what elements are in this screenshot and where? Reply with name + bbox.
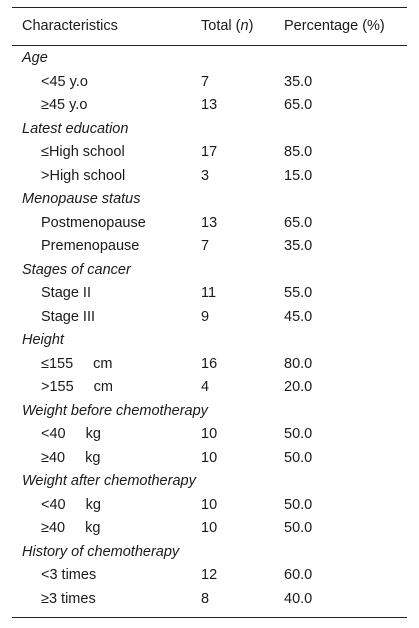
group-label: Age <box>22 50 48 66</box>
group-label: History of chemotherapy <box>22 543 180 560</box>
table-row <box>12 282 407 304</box>
row-total: 13 <box>201 214 218 231</box>
table-top-rule <box>12 7 407 8</box>
table-row <box>12 588 407 610</box>
group-label: Weight before chemotherapy <box>22 402 208 419</box>
row-characteristic <box>41 564 96 586</box>
row-characteristic <box>41 165 125 187</box>
row-label: <40 <box>41 426 66 442</box>
row-total: 11 <box>201 285 217 301</box>
row-percentage: 20.0 <box>284 379 313 395</box>
row-label: ≥40 <box>41 520 66 536</box>
row-characteristic <box>41 94 87 116</box>
row-total: 7 <box>201 238 210 254</box>
row-total: 17 <box>201 144 218 160</box>
row-percentage: 85.0 <box>284 144 313 160</box>
header-total <box>201 15 253 37</box>
row-characteristic <box>41 212 146 234</box>
table-row <box>12 71 407 93</box>
row-unit: kg <box>85 520 101 536</box>
row-label: ≥40 <box>41 449 66 466</box>
row-characteristic <box>41 376 113 398</box>
row-percentage: 50.0 <box>284 426 313 442</box>
row-label: Stage III <box>41 308 96 325</box>
group-header-row <box>12 47 407 69</box>
row-unit: kg <box>85 496 101 513</box>
table-row <box>12 212 407 234</box>
table-row <box>12 165 407 187</box>
row-unit: cm <box>93 379 114 395</box>
row-label: ≥3 times <box>41 590 96 607</box>
header-percentage: Percentage (%) <box>284 18 385 34</box>
table-row <box>12 94 407 116</box>
group-label: Latest education <box>22 120 129 137</box>
row-total: 10 <box>201 496 218 513</box>
row-characteristic <box>41 141 125 163</box>
row-characteristic <box>41 282 91 304</box>
row-label: ≤155 <box>41 355 74 372</box>
row-total: 13 <box>201 97 218 113</box>
header-total-suffix: ) <box>248 18 254 34</box>
table-row <box>12 235 407 257</box>
row-label: ≤High school <box>41 144 125 160</box>
group-header-row <box>12 259 407 281</box>
row-label: >155 <box>41 379 74 395</box>
table-row <box>12 306 407 328</box>
group-header-row <box>12 329 407 351</box>
row-total: 4 <box>201 379 210 395</box>
row-characteristic <box>41 235 139 257</box>
row-unit: kg <box>85 449 101 466</box>
row-total: 7 <box>201 73 210 90</box>
table-row <box>12 376 407 398</box>
row-percentage: 80.0 <box>284 355 313 372</box>
header-total-n: n <box>240 18 249 34</box>
table-row <box>12 564 407 586</box>
row-percentage: 50.0 <box>284 496 313 513</box>
group-label: Height <box>22 332 64 348</box>
group-header-row <box>12 118 407 140</box>
row-percentage: 60.0 <box>284 567 313 583</box>
row-label: Premenopause <box>41 238 140 254</box>
row-characteristic <box>41 353 113 375</box>
row-label: Postmenopause <box>41 214 146 231</box>
row-percentage: 55.0 <box>284 285 313 301</box>
row-percentage: 35.0 <box>284 238 313 254</box>
row-characteristic <box>41 517 100 539</box>
row-characteristic <box>41 306 95 328</box>
row-total: 10 <box>201 426 218 442</box>
group-label: Weight after chemotherapy <box>22 473 196 489</box>
group-header-row <box>12 188 407 210</box>
group-header-row <box>12 470 407 492</box>
row-total: 16 <box>201 355 218 372</box>
row-label: <3 times <box>41 567 97 583</box>
table-row <box>12 423 407 445</box>
row-unit: cm <box>93 355 113 372</box>
row-label: Stage II <box>41 285 91 301</box>
table-header-row <box>12 15 407 37</box>
table-row <box>12 141 407 163</box>
table-row <box>12 447 407 469</box>
table-row <box>12 494 407 516</box>
group-header-row <box>12 400 407 422</box>
row-characteristic <box>41 494 101 516</box>
group-label: Stages of cancer <box>22 261 131 278</box>
row-characteristic <box>41 588 96 610</box>
row-percentage: 15.0 <box>284 167 313 184</box>
row-characteristic <box>41 71 88 93</box>
header-characteristics: Characteristics <box>22 18 118 34</box>
row-total: 10 <box>201 520 218 536</box>
table-row <box>12 517 407 539</box>
row-label: <40 <box>41 496 66 513</box>
group-header-row <box>12 541 407 563</box>
row-percentage: 50.0 <box>284 449 313 466</box>
row-percentage: 40.0 <box>284 590 313 607</box>
row-percentage: 65.0 <box>284 214 313 231</box>
row-label: >High school <box>41 167 126 184</box>
row-percentage: 65.0 <box>284 97 313 113</box>
table-row <box>12 353 407 375</box>
row-unit: kg <box>85 426 101 442</box>
row-percentage: 50.0 <box>284 520 313 536</box>
row-total: 10 <box>201 449 218 466</box>
row-total: 9 <box>201 308 210 325</box>
table-bottom-rule <box>12 617 407 618</box>
group-label: Menopause status <box>22 191 141 207</box>
header-total-prefix: Total ( <box>201 18 241 34</box>
row-total: 12 <box>201 567 218 583</box>
row-percentage: 35.0 <box>284 73 313 90</box>
row-label: ≥45 y.o <box>41 97 88 113</box>
row-characteristic <box>41 423 101 445</box>
row-total: 3 <box>201 167 210 184</box>
table-header-rule <box>12 45 407 46</box>
row-label: <45 y.o <box>41 73 88 90</box>
row-percentage: 45.0 <box>284 308 313 325</box>
row-characteristic <box>41 447 100 469</box>
row-total: 8 <box>201 590 210 607</box>
